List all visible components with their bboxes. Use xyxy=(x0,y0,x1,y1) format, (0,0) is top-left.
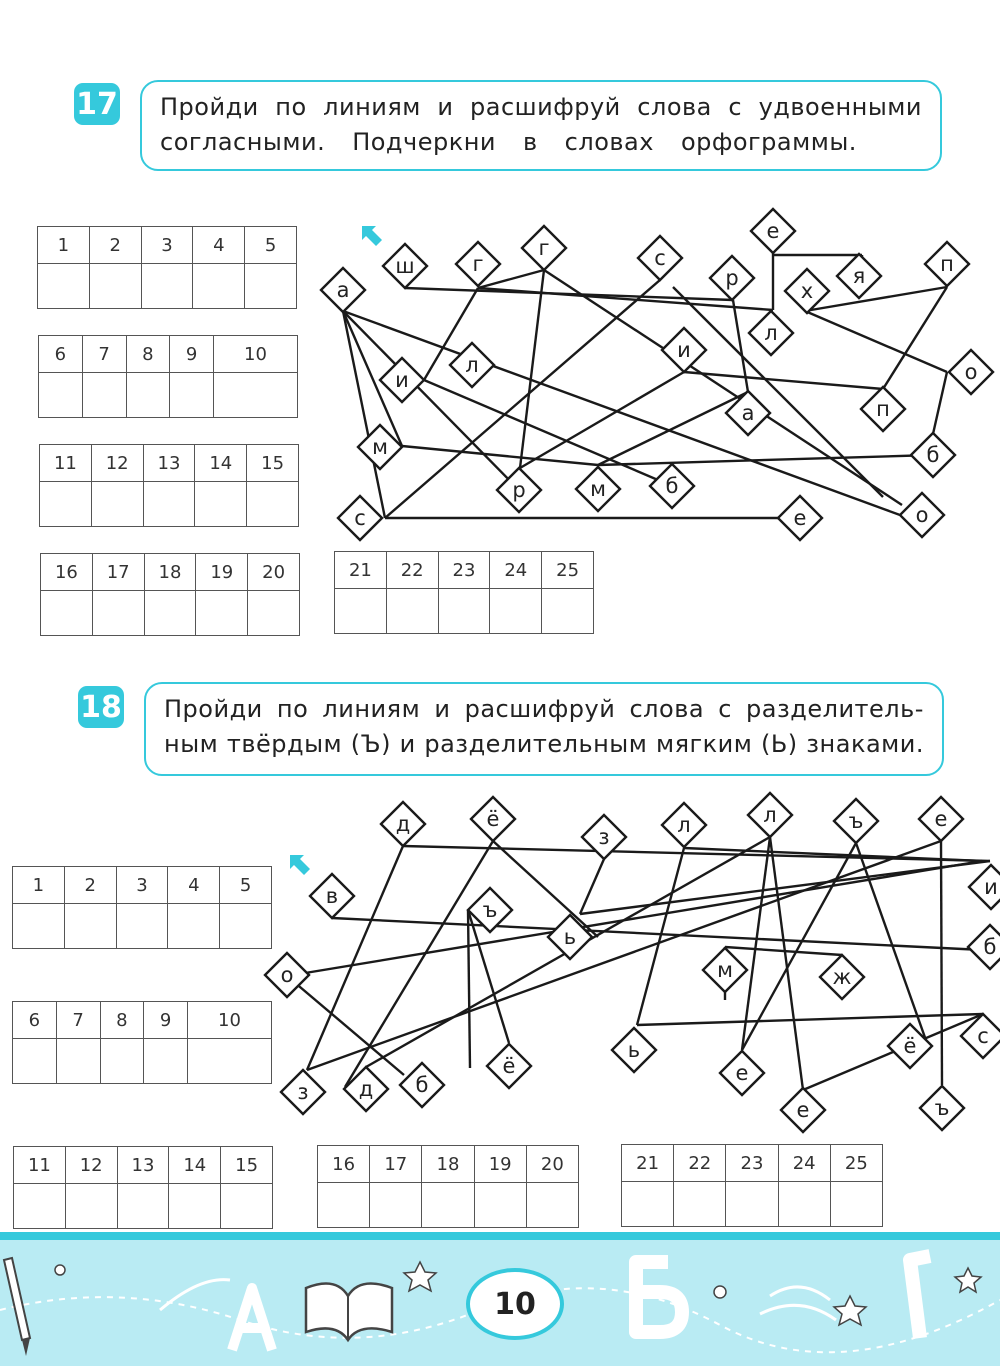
maze-line xyxy=(770,837,803,1090)
maze-line xyxy=(307,841,941,1070)
maze-letter: о xyxy=(915,503,929,527)
letter-diamond xyxy=(383,244,427,288)
cell-number: 1 xyxy=(13,867,65,904)
maze-letter: е xyxy=(793,506,807,530)
maze-letter: ь xyxy=(627,1038,641,1062)
cell-number: 23 xyxy=(438,552,490,589)
instruction-word: и xyxy=(437,93,454,121)
maze-letter: и xyxy=(984,875,998,899)
letter-diamond xyxy=(888,1024,932,1068)
cell-number: 14 xyxy=(195,445,247,482)
maze-letter: г xyxy=(472,252,484,276)
maze-line xyxy=(343,311,385,518)
instruction-word: Подчеркни xyxy=(352,128,496,156)
instruction-word: мягким xyxy=(655,730,753,758)
maze-letter: п xyxy=(940,252,954,276)
instruction-word: ным xyxy=(164,730,219,758)
open-book-icon xyxy=(306,1284,392,1341)
cell-number: 21 xyxy=(622,1145,674,1182)
arrow-pointer-icon xyxy=(362,226,382,246)
cell-number: 22 xyxy=(386,552,438,589)
letter-diamond xyxy=(720,1051,764,1095)
maze-letter: л xyxy=(465,353,479,377)
cell-number: 20 xyxy=(526,1146,578,1183)
maze-line xyxy=(343,311,519,490)
cell-number: 6 xyxy=(13,1002,57,1039)
cell-number: 12 xyxy=(91,445,143,482)
cell-number: 21 xyxy=(335,552,387,589)
letter-diamond xyxy=(726,391,770,435)
letter-diamond xyxy=(338,496,382,540)
maze-line xyxy=(287,861,982,976)
maze-letter: х xyxy=(800,279,814,303)
letter-diamond xyxy=(450,343,494,387)
instruction-word: слова xyxy=(637,93,712,121)
cell-number: 5 xyxy=(220,867,272,904)
maze-letter: о xyxy=(280,963,294,987)
letter-diamond xyxy=(949,350,993,394)
maze-letter: з xyxy=(297,1080,309,1104)
cell-number: 23 xyxy=(726,1145,778,1182)
letter-diamond xyxy=(662,328,706,372)
letter-diamond xyxy=(820,955,864,999)
maze-letter: д xyxy=(358,1077,374,1101)
cell-number: 17 xyxy=(370,1146,422,1183)
maze-letter: р xyxy=(725,266,739,290)
cell-number: 11 xyxy=(14,1147,66,1184)
cell-number: 24 xyxy=(490,552,542,589)
maze-letter: р xyxy=(512,478,526,502)
cell-number: 14 xyxy=(169,1147,221,1184)
maze-letter: м xyxy=(372,435,388,459)
maze-letter: ъ xyxy=(934,1096,950,1120)
page-number: 10 xyxy=(466,1268,564,1340)
cell-number: 2 xyxy=(64,867,116,904)
maze-letter: с xyxy=(354,506,366,530)
maze-letter: м xyxy=(717,958,733,982)
cell-number: 6 xyxy=(39,336,83,373)
instruction-word: удвоенными xyxy=(758,93,922,121)
instruction-word: с xyxy=(728,93,743,121)
instruction-word: расшифруй xyxy=(470,93,621,121)
instruction-word: (Ъ) xyxy=(350,730,391,758)
letter-diamond xyxy=(381,802,425,846)
maze-letter: ё xyxy=(903,1034,917,1058)
letter-diamond xyxy=(911,433,955,477)
cell-number: 18 xyxy=(144,554,196,591)
maze-letter: а xyxy=(336,278,350,302)
maze-letter: б xyxy=(983,935,997,959)
letter-diamond xyxy=(321,268,365,312)
letter-diamond xyxy=(751,209,795,253)
cell-number: 10 xyxy=(188,1002,272,1039)
letter-diamond xyxy=(662,803,706,847)
maze-letter: е xyxy=(796,1098,810,1122)
instruction-word: Пройди xyxy=(164,695,263,723)
cell-number: 25 xyxy=(542,552,594,589)
letter-diamond xyxy=(703,948,747,992)
maze-line xyxy=(883,287,947,389)
letter-diamond xyxy=(968,925,1000,969)
maze-letter: л xyxy=(764,321,778,345)
instruction-word: в xyxy=(523,128,538,156)
letter-diamond xyxy=(344,1067,388,1111)
letter-diamond xyxy=(310,874,354,918)
instruction-word: знаками. xyxy=(806,730,924,758)
instruction-word: и xyxy=(399,730,416,758)
task-18-number: 18 xyxy=(78,686,124,728)
maze-line xyxy=(637,1014,983,1025)
letter-diamond xyxy=(969,865,1000,909)
cell-number: 8 xyxy=(100,1002,144,1039)
cell-number: 13 xyxy=(143,445,195,482)
instruction-word: Пройди xyxy=(160,93,259,121)
maze-letter: г xyxy=(538,236,550,260)
maze-line xyxy=(402,446,598,465)
maze-letter: б xyxy=(926,443,940,467)
maze-line xyxy=(933,372,947,434)
instruction-word: (Ь) xyxy=(760,730,798,758)
letter-diamond xyxy=(281,1070,325,1114)
maze-line xyxy=(424,380,672,486)
maze-line xyxy=(520,372,684,468)
task-17-number: 17 xyxy=(74,83,120,125)
maze-letter: ъ xyxy=(482,898,498,922)
letter-diamond xyxy=(400,1063,444,1107)
instruction-word: согласными. xyxy=(160,128,326,156)
maze-letter: з xyxy=(598,825,610,849)
maze-letter: п xyxy=(876,397,890,421)
maze-letter: е xyxy=(735,1061,749,1085)
instruction-word: разделитель- xyxy=(746,695,924,723)
letter-diamond xyxy=(920,1086,964,1130)
letter-diamond xyxy=(548,915,592,959)
maze-line xyxy=(287,976,404,1075)
maze-line xyxy=(580,859,604,914)
letter-diamond xyxy=(834,799,878,843)
maze-letter: м xyxy=(590,477,606,501)
letter-diamond xyxy=(576,467,620,511)
maze-line xyxy=(742,837,770,1050)
cell-number: 12 xyxy=(65,1147,117,1184)
letter-diamond xyxy=(925,242,969,286)
cell-number: 15 xyxy=(247,445,299,482)
maze-line xyxy=(468,910,470,1068)
maze-letter: ш xyxy=(395,254,415,278)
letter-diamond xyxy=(748,793,792,837)
instruction-word: линиям xyxy=(323,93,421,121)
cell-number: 7 xyxy=(82,336,126,373)
letter-diamond xyxy=(471,797,515,841)
instruction-word: по xyxy=(276,695,309,723)
letter-diamond xyxy=(900,493,944,537)
cell-number: 13 xyxy=(117,1147,169,1184)
letter-diamond xyxy=(781,1088,825,1132)
cell-number: 20 xyxy=(248,554,300,591)
cell-number: 8 xyxy=(126,336,170,373)
maze-letter: е xyxy=(934,807,948,831)
instruction-word: с xyxy=(718,695,732,723)
maze-letter: б xyxy=(415,1073,429,1097)
letter-diamond xyxy=(710,256,754,300)
maze-line xyxy=(343,311,900,515)
maze-letter: ь xyxy=(563,925,577,949)
maze-letter: и xyxy=(677,338,691,362)
cell-number: 16 xyxy=(318,1146,370,1183)
letter-diamond xyxy=(522,226,566,270)
cell-number: 5 xyxy=(245,227,297,264)
maze-letter: б xyxy=(665,474,679,498)
instruction-word: орфограммы. xyxy=(680,128,857,156)
letter-diamond xyxy=(612,1028,656,1072)
maze-letter: ж xyxy=(832,965,852,989)
cell-number: 25 xyxy=(830,1145,882,1182)
instruction-word: расшифруй xyxy=(464,695,616,723)
arrow-pointer-icon xyxy=(290,855,310,875)
instruction-word: слова xyxy=(629,695,705,723)
cell-number: 9 xyxy=(170,336,214,373)
cell-number: 19 xyxy=(474,1146,526,1183)
maze-line xyxy=(493,841,598,937)
letter-diamond xyxy=(487,1044,531,1088)
maze-letter: и xyxy=(395,368,409,392)
cell-number: 24 xyxy=(778,1145,830,1182)
letter-b-icon xyxy=(636,1262,682,1332)
maze-letter: ъ xyxy=(848,809,864,833)
instruction-word: твёрдым xyxy=(226,730,343,758)
cell-number: 3 xyxy=(141,227,193,264)
cell-number: 19 xyxy=(196,554,248,591)
maze-letter: о xyxy=(964,360,978,384)
maze-letter: д xyxy=(395,812,411,836)
cell-number: 22 xyxy=(674,1145,726,1182)
letter-diamond xyxy=(919,797,963,841)
letter-a-icon xyxy=(232,1288,272,1350)
cell-number: 11 xyxy=(40,445,92,482)
letter-diamond xyxy=(785,269,829,313)
instruction-word: по xyxy=(275,93,307,121)
cell-number: 10 xyxy=(214,336,298,373)
cell-number: 1 xyxy=(38,227,90,264)
letter-diamond xyxy=(778,496,822,540)
instruction-word: словах xyxy=(564,128,654,156)
maze-line xyxy=(941,841,942,1085)
cell-number: 3 xyxy=(116,867,168,904)
instruction-word: разделительным xyxy=(424,730,648,758)
letter-diamond xyxy=(837,254,881,298)
pencil-icon xyxy=(4,1258,30,1356)
instruction-word: линиям xyxy=(322,695,421,723)
maze-letter: е xyxy=(766,219,780,243)
cell-number: 4 xyxy=(193,227,245,264)
letter-diamond xyxy=(456,242,500,286)
maze-letter: ё xyxy=(502,1054,516,1078)
cell-number: 7 xyxy=(56,1002,100,1039)
letter-g-icon xyxy=(910,1256,930,1338)
maze-line xyxy=(520,270,544,468)
letter-diamond xyxy=(861,387,905,431)
maze-letter: л xyxy=(763,803,777,827)
cell-number: 2 xyxy=(89,227,141,264)
cell-number: 9 xyxy=(144,1002,188,1039)
maze-letter: ё xyxy=(486,807,500,831)
maze-letter: я xyxy=(852,264,866,288)
maze-line xyxy=(598,455,933,465)
letter-diamond xyxy=(749,311,793,355)
maze-letter: с xyxy=(654,246,666,270)
maze-letter: в xyxy=(325,884,339,908)
maze-letter: л xyxy=(677,813,691,837)
cell-number: 4 xyxy=(168,867,220,904)
letter-diamond xyxy=(380,358,424,402)
letter-diamond xyxy=(650,464,694,508)
cell-number: 15 xyxy=(221,1147,273,1184)
cell-number: 17 xyxy=(92,554,144,591)
instruction-word: и xyxy=(434,695,451,723)
maze-letter: а xyxy=(741,401,755,425)
maze-line xyxy=(598,392,748,465)
cell-number: 16 xyxy=(41,554,93,591)
maze-letter: с xyxy=(977,1024,989,1048)
cell-number: 18 xyxy=(422,1146,474,1183)
letter-diamond xyxy=(638,236,682,280)
